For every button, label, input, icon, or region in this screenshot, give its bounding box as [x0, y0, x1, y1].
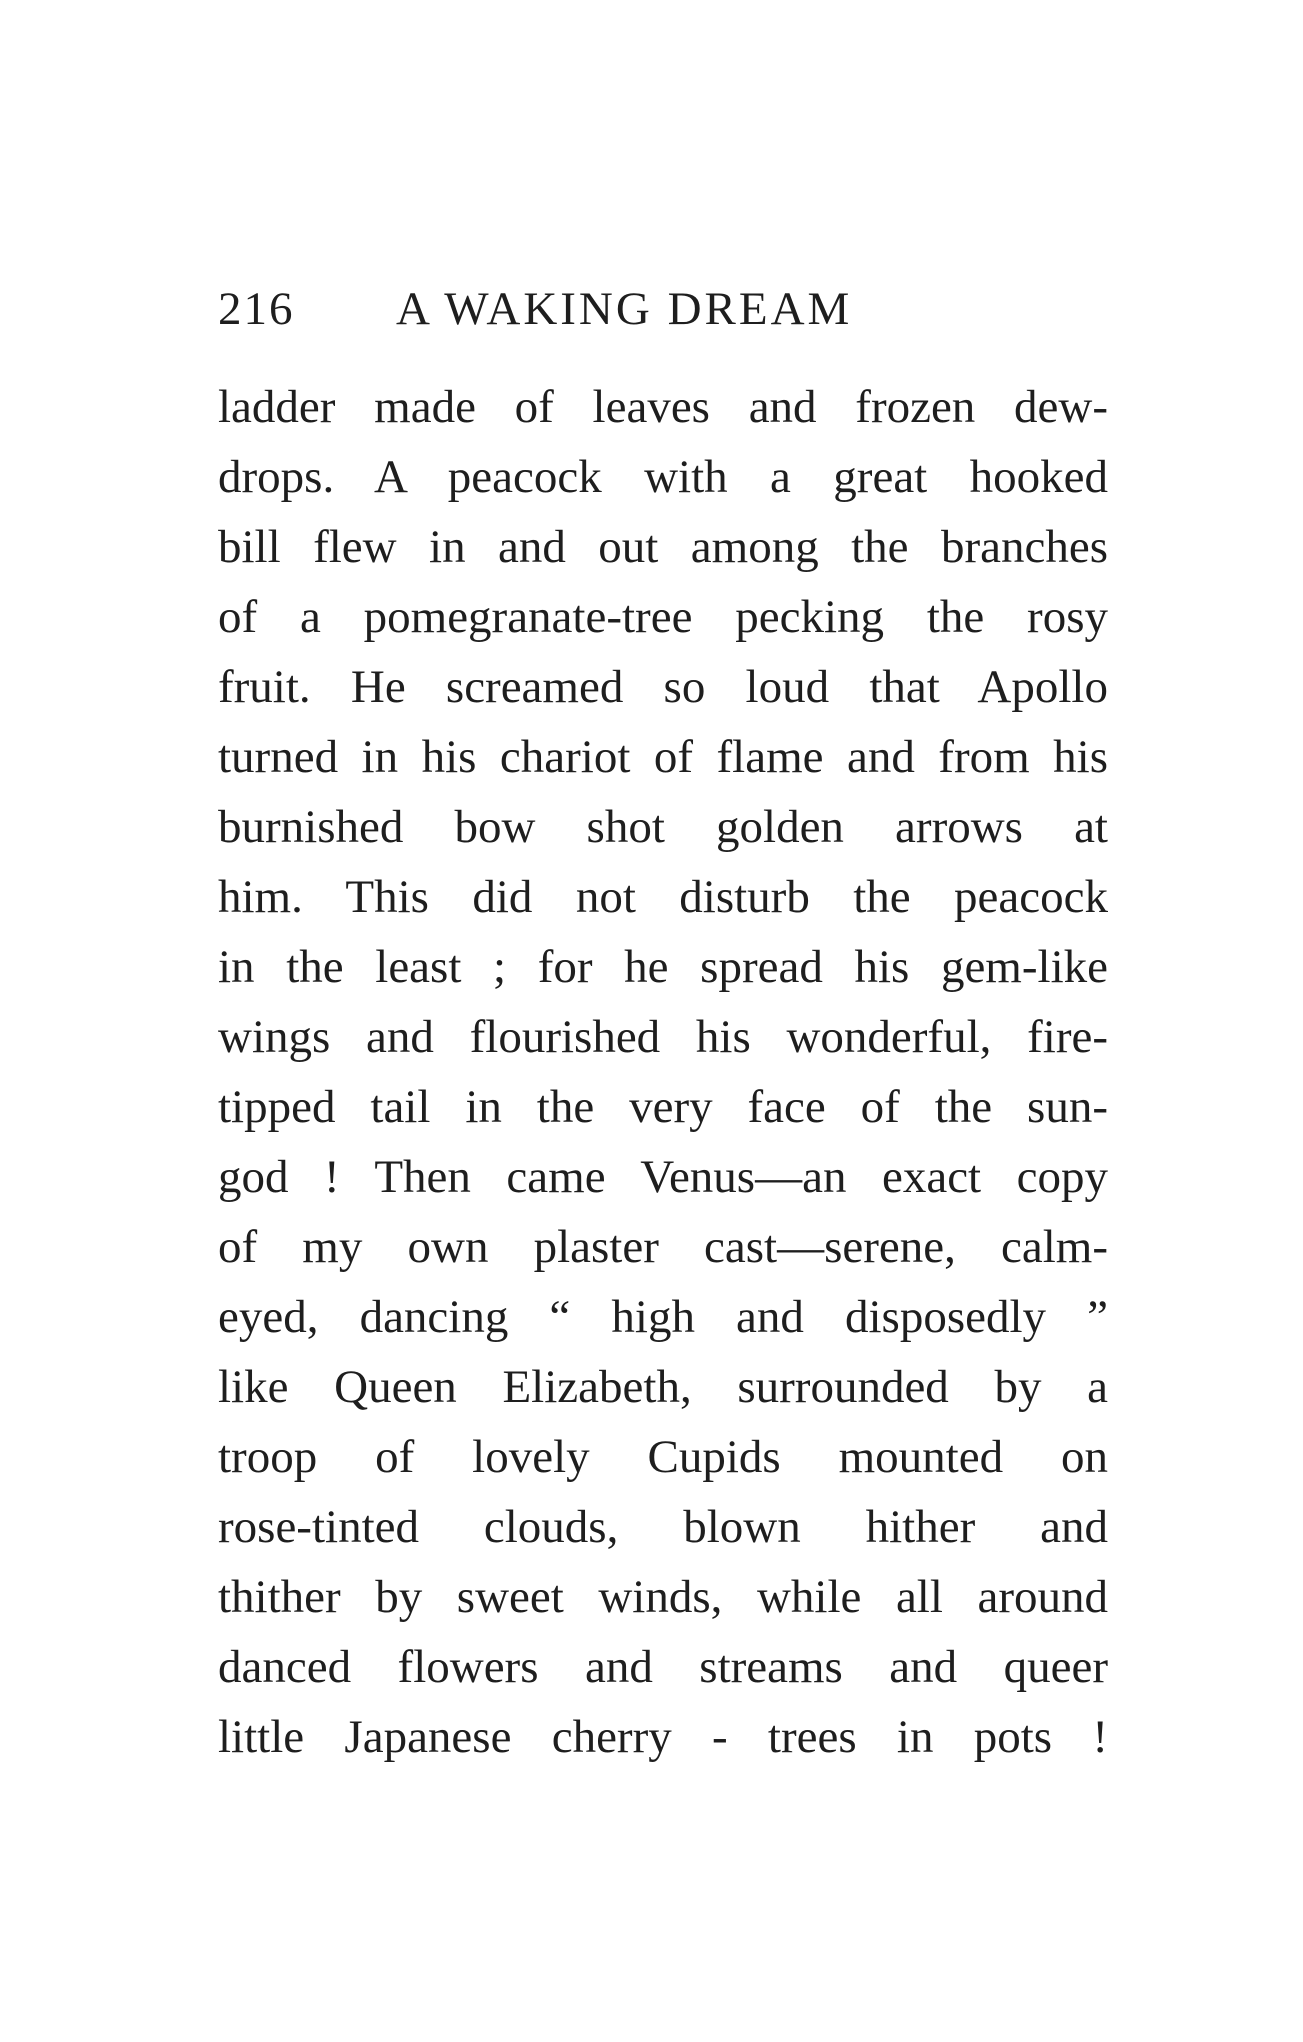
text-line: troop of lovely Cupids mounted on: [218, 1431, 1108, 1483]
body-text: [218, 372, 1108, 1772]
text-line: burnished bow shot golden arrows at: [218, 801, 1108, 853]
text-line: god ! Then came Venus—an exact copy: [218, 1151, 1108, 1203]
text-line: like Queen Elizabeth, surrounded by a: [218, 1361, 1108, 1413]
text-line: ladder made of leaves and frozen dew-: [218, 381, 1108, 433]
text-line: in the least ; for he spread his gem-like: [218, 941, 1108, 993]
text-line: turned in his chariot of flame and from his: [218, 731, 1108, 783]
text-line: him. This did not disturb the peacock: [218, 871, 1108, 923]
page-number: 216: [218, 283, 295, 335]
text-line: eyed, dancing “ high and disposedly ”: [218, 1291, 1108, 1343]
text-line: tipped tail in the very face of the sun-: [218, 1081, 1108, 1133]
text-line: rose-tinted clouds, blown hither and: [218, 1501, 1108, 1553]
text-line: of a pomegranate-tree pecking the rosy: [218, 591, 1108, 643]
text-line: drops. A peacock with a great hooked: [218, 451, 1108, 503]
text-line: bill flew in and out among the branches: [218, 521, 1108, 573]
text-line: wings and flourished his wonderful, fire-: [218, 1011, 1108, 1063]
text-line: fruit. He screamed so loud that Apollo: [218, 661, 1108, 713]
text-line: thither by sweet winds, while all around: [218, 1571, 1108, 1623]
text-line: little Japanese cherry - trees in pots !: [218, 1711, 1108, 1763]
text-line: danced flowers and streams and queer: [218, 1641, 1108, 1693]
running-head: [218, 282, 938, 342]
text-line: of my own plaster cast—serene, calm-: [218, 1221, 1108, 1273]
chapter-title: A WAKING DREAM: [396, 283, 853, 335]
